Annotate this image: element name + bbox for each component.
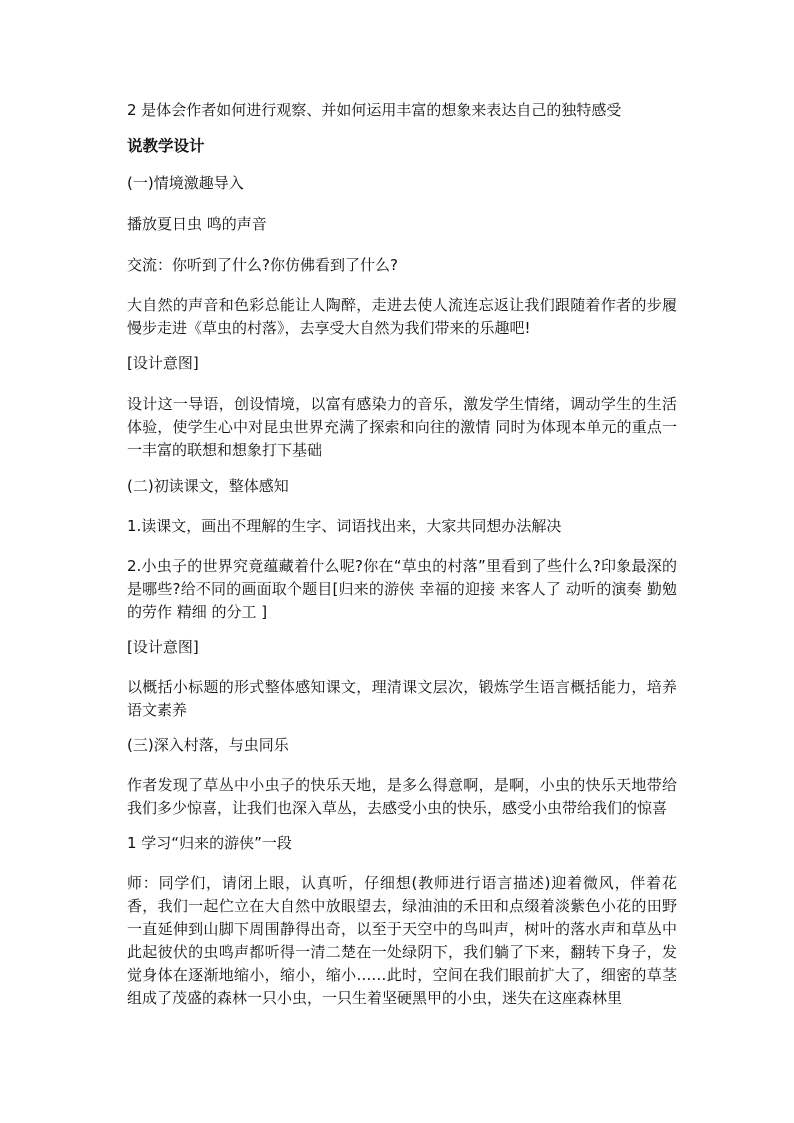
subheading-deep-village: (三)深入村落，与虫同乐	[127, 736, 289, 754]
paragraph-teacher-description: 师：同学们，请闭上眼，认真听，仔细想(教师进行语言描述)迎着微风，伴着花香，我们一起伫立在大自然中放眼望去，绿油油的禾田和点缀着淡紫色小花的田野一直延伸到山脚下周围静得出奇，以至于天空中的鸟叫声，树叶的落水声和草丛中此起彼伏的虫鸣声都听得一清二楚在一处绿阴下，我们躺了下来，翻转下身子，发觉身体在逐渐地缩小，缩小，缩小……此时，空间在我们眼前扩大了，细密的草茎组成了茂盛的森林一只小虫，一只生着坚硬黑甲的小虫，迷失在这座森林里	[127, 874, 677, 1007]
paragraph-summary-titles: 以概括小标题的形式整体感知课文，理清课文层次，锻炼学生语言概括能力，培养语文素养	[127, 678, 677, 719]
design-intent-label: [设计意图]	[127, 638, 199, 656]
paragraph-design-intro: 设计这一导语，创设情境，以富有感染力的音乐，激发学生情绪，调动学生的生活体验，使学生心中对昆虫世界充满了探索和向往的激情 同时为体现本单元的重点一一丰富的联想和想象打下基础	[127, 395, 677, 459]
subheading-first-reading: (二)初读课文，整体感知	[127, 477, 289, 495]
paragraph-read-text: 1.读课文，画出不理解的生字、词语找出来，大家共同想办法解决	[127, 517, 562, 535]
paragraph-insect-world: 2.小虫子的世界究竟蕴藏着什么呢?你在“草虫的村落”里看到了些什么?印象最深的是哪些?给不同的画面取个题目[归来的游侠 幸福的迎接 来客人了 动听的演奏 勤勉的劳作 精细 的分工 ]	[127, 557, 677, 621]
goal-paragraph: 2 是体会作者如何进行观察、并如何运用丰富的想象来表达自己的独特感受	[127, 101, 622, 119]
paragraph-exchange: 交流：你听到了什么?你仿佛看到了什么?	[127, 256, 398, 274]
paragraph-nature: 大自然的声音和色彩总能让人陶醉，走进去使人流连忘返让我们跟随着作者的步履慢步走进《草虫的村落》，去享受大自然为我们带来的乐趣吧!	[127, 296, 677, 337]
subheading-situation-intro: (一)情境激趣导入	[127, 174, 244, 192]
design-intent-label: [设计意图]	[127, 354, 199, 372]
section-heading: 说教学设计	[127, 137, 205, 155]
paragraph-study-section: 1 学习“归来的游侠”一段	[127, 834, 292, 852]
paragraph-happy-world: 作者发现了草丛中小虫子的快乐天地，是多么得意啊，是啊，小虫的快乐天地带给我们多少惊喜，让我们也深入草丛，去感受小虫的快乐，感受小虫带给我们的惊喜	[127, 776, 677, 817]
paragraph-play-sound: 播放夏日虫 鸣的声音	[127, 215, 267, 233]
